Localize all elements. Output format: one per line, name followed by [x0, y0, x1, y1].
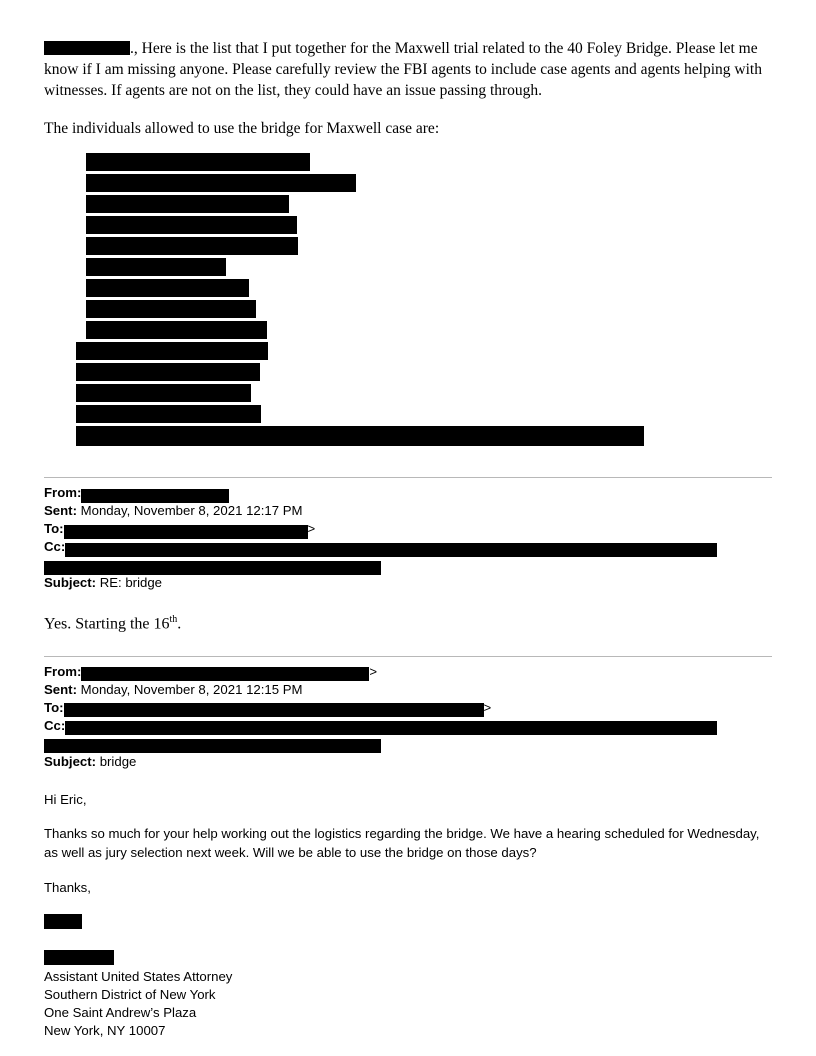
redacted-name-list [60, 153, 772, 446]
intro-second-paragraph: The individuals allowed to use the bridge for Maxwell case are: [44, 120, 440, 138]
list-item [60, 405, 772, 423]
redaction-bar [86, 216, 297, 234]
signature-line: New York, NY 10007 [44, 1022, 166, 1038]
redaction-cc [65, 543, 717, 557]
list-item [60, 174, 772, 192]
redaction-bar [86, 321, 267, 339]
redaction-bar [86, 195, 289, 213]
subject-label: Subject: [44, 753, 97, 769]
cc-label: Cc: [44, 717, 66, 733]
reply-text-after: . [177, 615, 182, 633]
redaction-bar [76, 426, 644, 446]
to-label: To: [44, 521, 64, 537]
to-label: To: [44, 699, 64, 715]
list-item [60, 258, 772, 276]
to-line [44, 699, 772, 717]
message-greeting: Hi Eric, [44, 791, 87, 807]
subject-value: bridge [99, 753, 137, 769]
redaction-from [81, 667, 369, 681]
cc-line-continuation [44, 556, 772, 574]
redaction-signature-full-name [44, 950, 114, 965]
redaction-bar [86, 300, 256, 318]
list-item [60, 426, 772, 446]
sent-label: Sent: [44, 503, 77, 519]
sent-value: Monday, November 8, 2021 12:17 PM [80, 503, 303, 519]
redaction-cc-continued [44, 561, 381, 575]
cc-line [44, 717, 772, 735]
sent-label: Sent: [44, 681, 77, 697]
to-line [44, 520, 772, 538]
redaction-bar [86, 153, 310, 171]
reply-text-before: Yes. Starting the 16 [44, 615, 170, 633]
list-item [60, 237, 772, 255]
sent-line [44, 502, 772, 520]
header-divider-2 [44, 656, 772, 657]
list-item [60, 300, 772, 318]
from-suffix: > [369, 663, 378, 679]
redaction-to [64, 525, 308, 539]
redaction-bar [76, 363, 260, 381]
list-item [60, 153, 772, 171]
subject-label: Subject: [44, 575, 97, 591]
intro-paragraph [44, 30, 772, 101]
email-header-1 [44, 484, 772, 592]
to-suffix: > [307, 521, 316, 537]
list-item [60, 279, 772, 297]
signature-line: Assistant United States Attorney [44, 968, 233, 984]
list-item [60, 321, 772, 339]
reply-text [44, 614, 772, 633]
spacer [44, 449, 772, 477]
paragraph-spacer [44, 101, 772, 118]
list-item [60, 216, 772, 234]
subject-line [44, 753, 772, 771]
intro-text: ., Here is the list that I put together for the Maxwell trial related to the 40 Foley Bridge. Please let me know if I am missing anyone. Please carefully review the FBI agents to include case agents and agents helping with witnesses. If agents are not on the list, they could have an issue passing through. [44, 40, 762, 100]
list-item [60, 195, 772, 213]
signature-line: Southern District of New York [44, 986, 216, 1002]
email-header-2 [44, 663, 772, 771]
cc-label: Cc: [44, 539, 66, 555]
cc-line-continuation [44, 735, 772, 753]
redaction-bar [86, 279, 249, 297]
header-divider-1 [44, 477, 772, 478]
redaction-bar [86, 174, 356, 192]
redaction-from [81, 489, 229, 503]
message-text: Thanks so much for your help working out the logistics regarding the bridge. We have a hearing scheduled for Wednesday, as well as jury selection next week. Will we be able to use the bridge on those days? [44, 826, 760, 861]
list-item [60, 384, 772, 402]
redaction-cc-continued [44, 739, 381, 753]
from-line [44, 663, 772, 681]
sent-value: Monday, November 8, 2021 12:15 PM [80, 681, 303, 697]
redaction-bar [86, 258, 226, 276]
redaction-to [64, 703, 484, 717]
redaction-salutation [44, 41, 130, 55]
subject-value: RE: bridge [99, 575, 163, 591]
cc-line [44, 538, 772, 556]
to-suffix: > [483, 699, 492, 715]
redaction-cc [65, 721, 717, 735]
redaction-bar [76, 342, 268, 360]
from-line [44, 484, 772, 502]
sent-line [44, 681, 772, 699]
from-label: From: [44, 663, 82, 679]
redaction-bar [76, 405, 261, 423]
from-label: From: [44, 485, 82, 501]
reply-superscript: th [169, 614, 178, 626]
message-closing: Thanks, [44, 879, 91, 895]
subject-line [44, 574, 772, 592]
signature-line: One Saint Andrew’s Plaza [44, 1004, 197, 1020]
list-item [60, 342, 772, 360]
redaction-bar [86, 237, 298, 255]
list-item [60, 363, 772, 381]
redaction-signature-name [44, 914, 82, 929]
message-body [44, 791, 772, 1040]
redaction-bar [76, 384, 251, 402]
